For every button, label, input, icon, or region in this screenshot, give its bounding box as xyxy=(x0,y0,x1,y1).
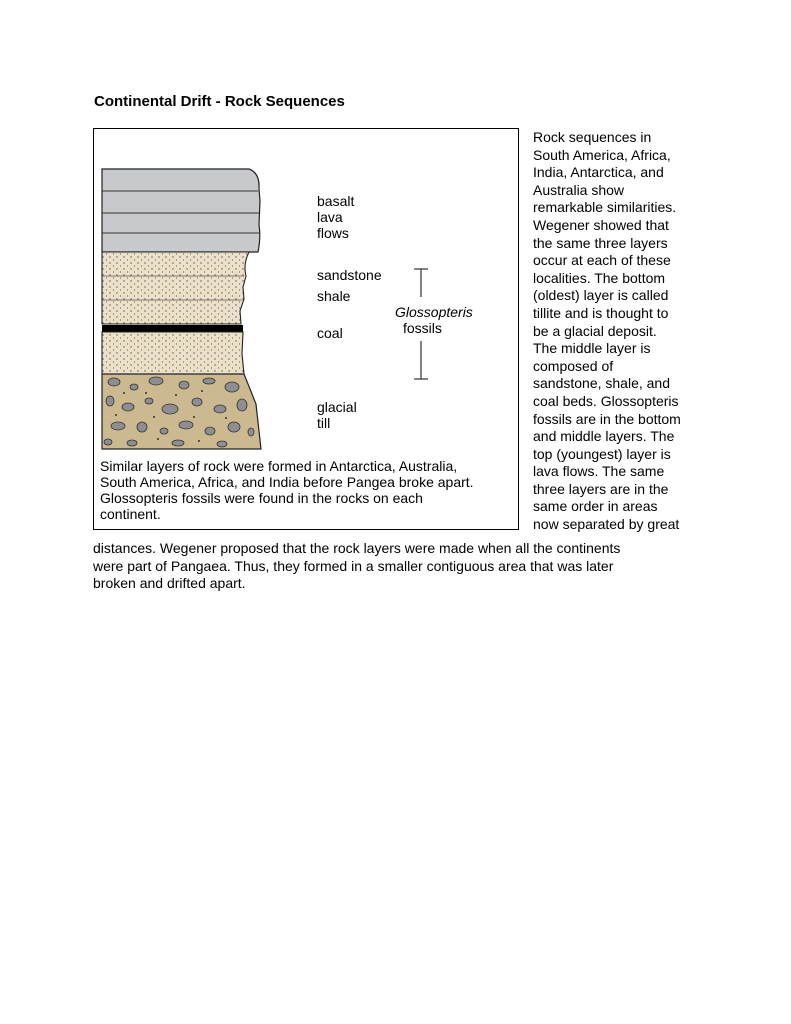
basalt-lava-layer xyxy=(102,169,260,252)
coal-label: coal xyxy=(317,325,343,341)
document-title: Continental Drift - Rock Sequences xyxy=(94,93,345,110)
glossopteris-label: Glossopteris xyxy=(395,304,473,320)
figure-caption: Similar layers of rock were formed in Antarctica, Australia, South America, Africa, and India before Pangea broke apart. Glossopteris fossils were found in the rocks on each continent. xyxy=(100,458,474,522)
glacial-till-layer xyxy=(102,374,261,449)
glacial-till-label: glacial till xyxy=(317,399,357,431)
lower-sandstone-layer xyxy=(102,332,244,374)
sandstone-label: sandstone xyxy=(317,267,382,283)
sandstone-shale-layer xyxy=(102,252,249,324)
rock-column-figure xyxy=(93,128,519,530)
fossils-label: fossils xyxy=(403,320,442,336)
continued-paragraph: distances. Wegener proposed that the rock layers were made when all the continents were part of Pangaea. Thus, they formed in a smaller contiguous area that was later broken and drifted apart. xyxy=(93,540,621,592)
shale-label: shale xyxy=(317,288,351,304)
basalt-lava-flows-label: basalt lava flows xyxy=(317,193,355,241)
coal-bed xyxy=(102,325,243,332)
side-paragraph: Rock sequences in South America, Africa, India, Antarctica, and Australia show remarkable similarities. Wegener showed that the same three layers occur at each of these localities. The bottom (oldest) layer is called tillite and is thought to be a glacial deposit. The middle layer is composed of sandstone, shale, and coal beds. Glossopteris fossils are in the bottom and middle layers. The top (youngest) layer is lava flows. The same three layers are in the same order in areas now separated by great xyxy=(533,129,681,533)
